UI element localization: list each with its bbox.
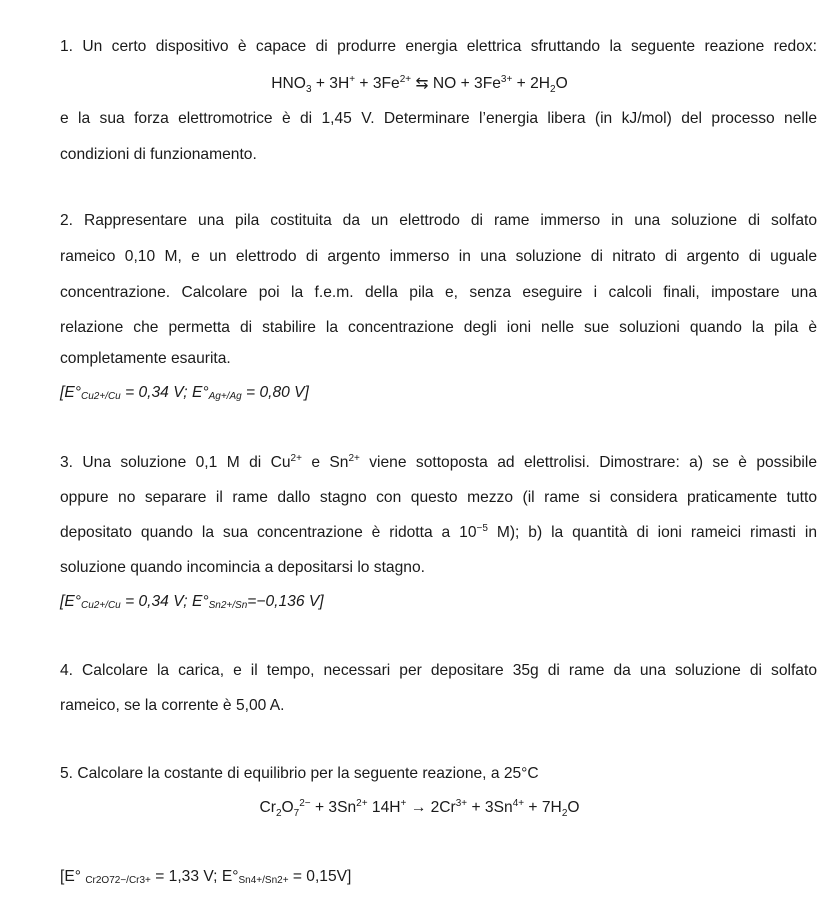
q2-line1: 2. Rappresentare una pila costituita da un elettrodo di rame immerso in una soluzione di solfato: [60, 212, 817, 229]
q5-line1: 5. Calcolare la costante di equilibrio per la seguente reazione, a 25°C: [60, 765, 539, 782]
q3-line2: oppure no separare il rame dallo stagno con questo mezzo (il rame si considera praticamente tutto: [60, 489, 817, 506]
q3-data: [E°Cu2+/Cu = 0,34 V; E°Sn2+/Sn=−0,136 V]: [60, 593, 324, 611]
q3-line3: depositato quando la sua concentrazione è ridotta a $10^{-5}$ M); b) la quantità di ioni rameici rimasti in: [60, 522, 817, 541]
q2-line5: completamente esaurita.: [60, 350, 231, 367]
q1-line2: e la sua forza elettromotrice è di 1,45 V. Determinare l’energia libera (in kJ/mol) del processo nelle: [60, 110, 817, 127]
q1-line3: condizioni di funzionamento.: [60, 146, 257, 163]
q5-data: [E° Cr2O72−/Cr3+ = 1,33 V; E°Sn4+/Sn2+ = 0,15V]: [60, 868, 352, 886]
q2-line4: relazione che permetta di stabilire la concentrazione degli ioni nelle sue soluzioni quando la pila è: [60, 319, 817, 336]
q1-reaction: $HNO_3 + 3H^+ + 3Fe^{2+}$ ⇆ NO + $3Fe^{3+} + 2H_2O$: [271, 73, 568, 96]
q2-line3: concentrazione. Calcolare poi la f.e.m. della pila e, senza eseguire i calcoli finali, impostare una: [60, 284, 817, 301]
q4-line1: 4. Calcolare la carica, e il tempo, necessari per depositare 35g di rame da una soluzione di solfato: [60, 662, 817, 679]
q3-line4: soluzione quando incomincia a depositarsi lo stagno.: [60, 559, 425, 576]
q5-reaction: $Cr_2O_7^{2-} + 3Sn^{2+}$ $14H^+ \to 2Cr^{3+} + 3Sn^{4+} + 7H_2O$: [259, 797, 580, 820]
q3-line1: 3. Una soluzione 0,1 M di $Cu^{2+}$ e $Sn^{2+}$ viene sottoposta ad elettrolisi. Dimostrare: a) se è possibile: [60, 452, 817, 471]
q2-line2: rameico 0,10 M, e un elettrodo di argento immerso in una soluzione di nitrato di argento di uguale: [60, 248, 817, 265]
q1-intro: 1. Un certo dispositivo è capace di produrre energia elettrica sfruttando la seguente reazione redox:: [60, 38, 817, 55]
q4-line2: rameico, se la corrente è 5,00 A.: [60, 697, 285, 714]
q2-data: [E°Cu2+/Cu = 0,34 V; E°Ag+/Ag = 0,80 V]: [60, 384, 309, 402]
